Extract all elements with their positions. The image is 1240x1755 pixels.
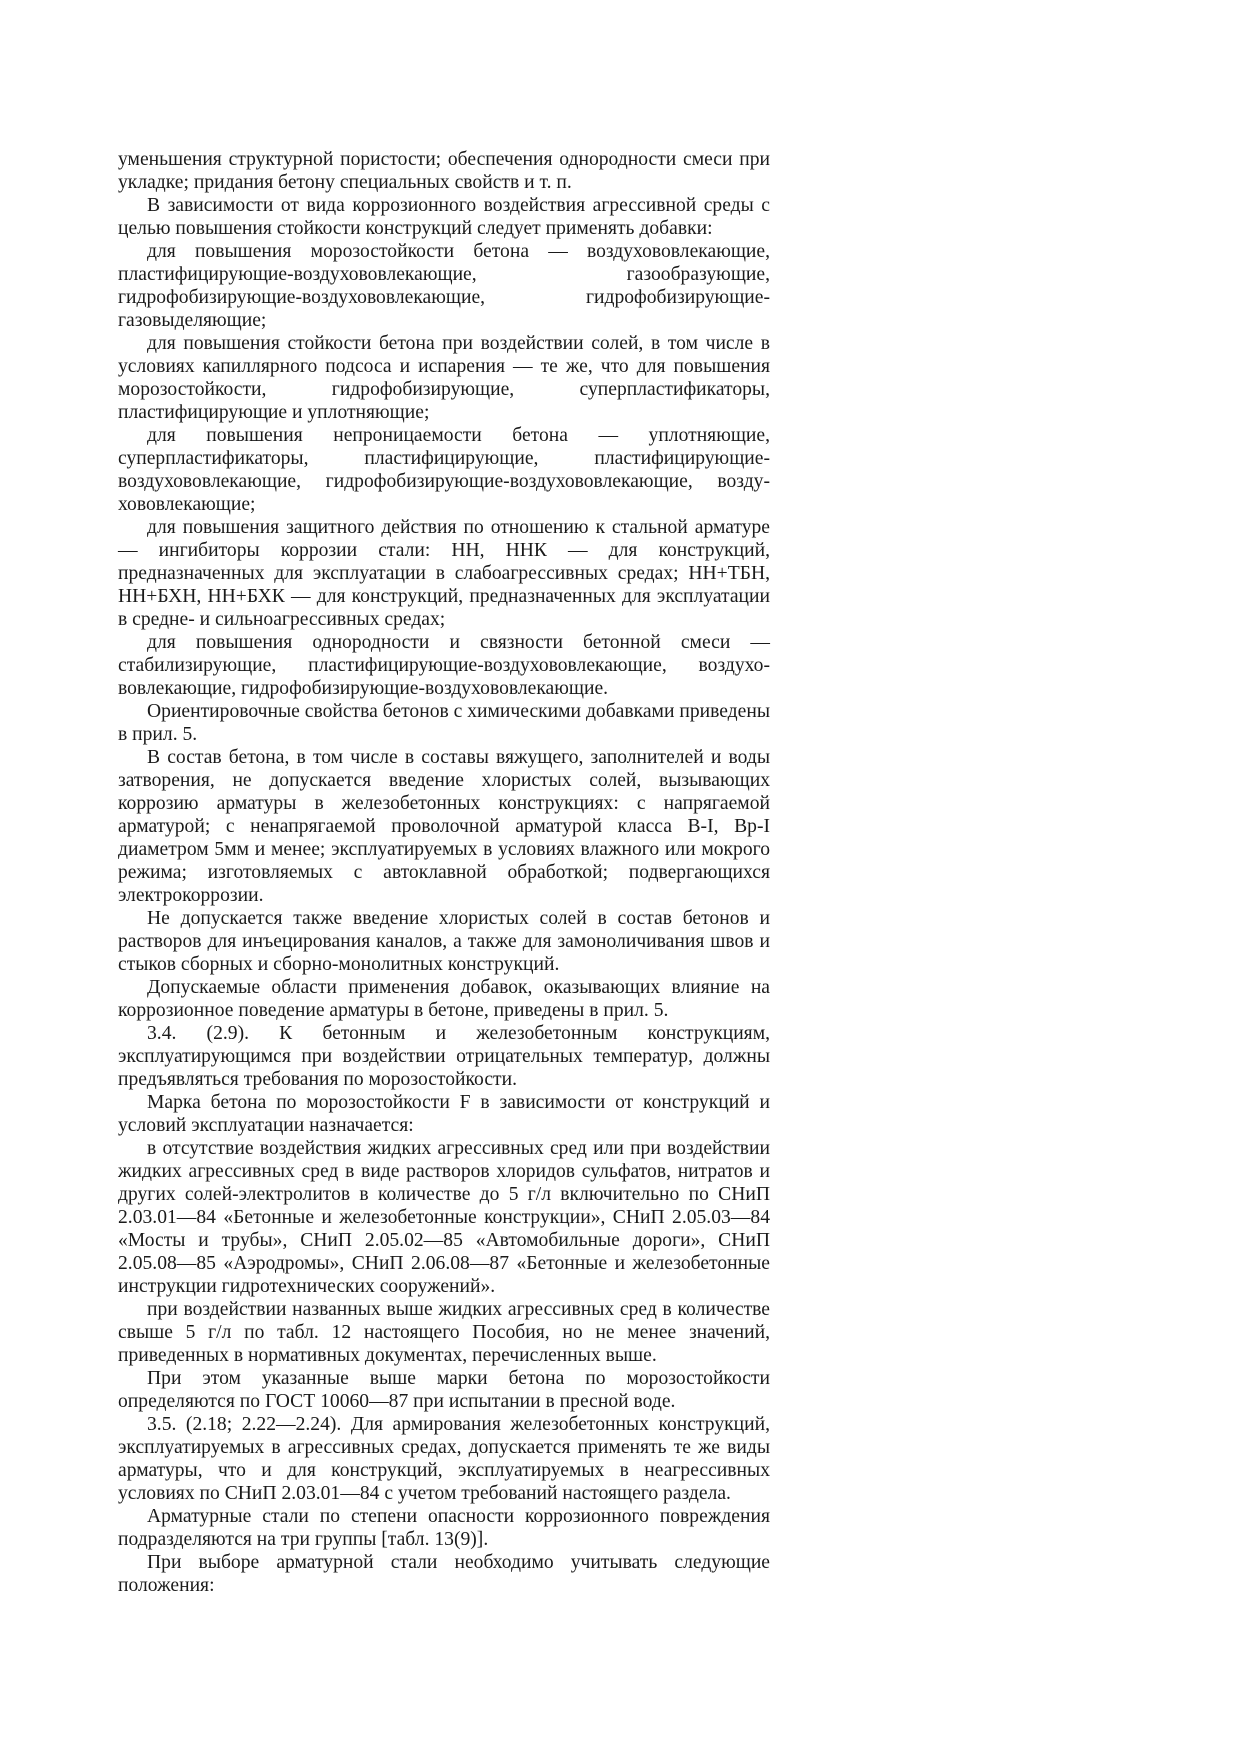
paragraph-chloride-prohibition: В состав бетона, в том числе в составы вяжущего, заполнителей и воды затворения, не допускается введение хлористых солей, вызывающих коррозию арматуры в железобетонных конструкциях: с напрягаемой арматурой; с ненапрягаемой проволочной арматурой класса В-I, Вр-I диаметром 5мм и менее; эксплуатируемых в условиях влажного или мокрого режима; изготовляемых с автоклавной обработкой; подвергающихся электрокоррозии. <box>118 747 770 906</box>
paragraph-steel-groups: Арматурные стали по степени опасности коррозионного повреждения подразделяются на три группы [табл. 13(9)]. <box>118 1506 770 1550</box>
paragraph-continuation: уменьшения структурной пористости; обеспечения однородности смеси при укладке; придания бетону специальных свойств и т. п. <box>118 149 770 193</box>
paragraph-additives-intro: В зависимости от вида коррозионного воздействия агрессивной среды с целью повышения стойкости конструкций следует применять добавки: <box>118 195 770 239</box>
paragraph-salt-resistance: для повышения стойкости бетона при воздействии солей, в том числе в условиях капиллярного подсоса и испарения — те же, что для повышения морозостойкости, гидрофобизирующие, суперпластификаторы, пластифицирующие и уплотняющие; <box>118 333 770 423</box>
paragraph-gost-testing: При этом указанные выше марки бетона по морозостойкости определяются по ГОСТ 10060—87 при испытании в пресной воде. <box>118 1368 770 1412</box>
paragraph-section-3-5: 3.5. (2.18; 2.22—2.24). Для армирования железобетонных конструкций, эксплуатируемых в агрессивных средах, допускается применять те же виды арматуры, что и для конструкций, эксплуатируемых в неагрессивных условиях по СНиП 2.03.01—84 с учетом требований настоящего раздела. <box>118 1414 770 1504</box>
paragraph-injection-solutions: Не допускается также введение хлористых солей в состав бетонов и растворов для инъецирования каналов, а также для замоноличивания швов и стыков сборных и сборно-монолитных конструкций. <box>118 908 770 975</box>
paragraph-homogeneity: для повышения однородности и связности бетонной смеси — стабилизирующие, пластифицирующие-воздухововлекающие, воздухововлекающие, гидрофобизирующие-воздухововлекающие. <box>118 632 770 699</box>
paragraph-section-3-4: 3.4. (2.9). К бетонным и железобетонным конструкциям, эксплуатирующимся при воздействии отрицательных температур, должны предъявляться требования по морозостойкости. <box>118 1023 770 1090</box>
paragraph-steel-selection: При выборе арматурной стали необходимо учитывать следующие положения: <box>118 1552 770 1596</box>
paragraph-corrosion-inhibitors: для повышения защитного действия по отношению к стальной арматуре — ингибиторы коррозии стали: НН, ННК — для конструкций, предназначенных для эксплуатации в слабоагрессивных средах; НН+ТБН, НН+БХН, НН+БХК — для конструкций, предназначенных для эксплуатации в средне- и сильноагрессивных средах; <box>118 517 770 630</box>
paragraph-over-5-gl: при воздействии названных выше жидких агрессивных сред в количестве свыше 5 г/л по табл. 12 настоящего Пособия, но не менее значений, приведенных в нормативных документах, перечисленных выше. <box>118 1299 770 1366</box>
document-page <box>118 148 770 1597</box>
paragraph-permitted-uses: Допускаемые области применения добавок, оказывающих влияние на коррозионное поведение арматуры в бетоне, приведены в прил. 5. <box>118 977 770 1021</box>
paragraph-frost-grade: Марка бетона по морозостойкости F в зависимости от конструкций и условий эксплуатации назначается: <box>118 1092 770 1136</box>
paragraph-no-aggressive-media: в отсутствие воздействия жидких агрессивных сред или при воздействии жидких агрессивных сред в виде растворов хлоридов сульфатов, нитратов и других солей-электролитов в количестве до 5 г/л включительно по СНиП 2.03.01—84 «Бетонные и железобетонные конструкции», СНиП 2.05.03—84 «Мосты и трубы», СНиП 2.05.02—85 «Автомобильные дороги», СНиП 2.05.08—85 «Аэродромы», СНиП 2.06.08—87 «Бетонные и железобетонные инструкции гидротехнических сооружений». <box>118 1138 770 1297</box>
paragraph-appendix-5-properties: Ориентировочные свойства бетонов с химическими добавками приведены в прил. 5. <box>118 701 770 745</box>
paragraph-impermeability: для повышения непроницаемости бетона — уплотняющие, суперпластификаторы, пластифицирующие, пластифицирующие-воздухововлекающие, гидрофобизирующие-воздухововлекающие, воздухововлекающие; <box>118 425 770 515</box>
paragraph-frost-resistance: для повышения морозостойкости бетона — воздухововлекающие, пластифицирующие-воздухововлекающие, газообразующие, гидрофобизирующие-воздухововлекающие, гидрофобизирующие-газовыделяющие; <box>118 241 770 331</box>
